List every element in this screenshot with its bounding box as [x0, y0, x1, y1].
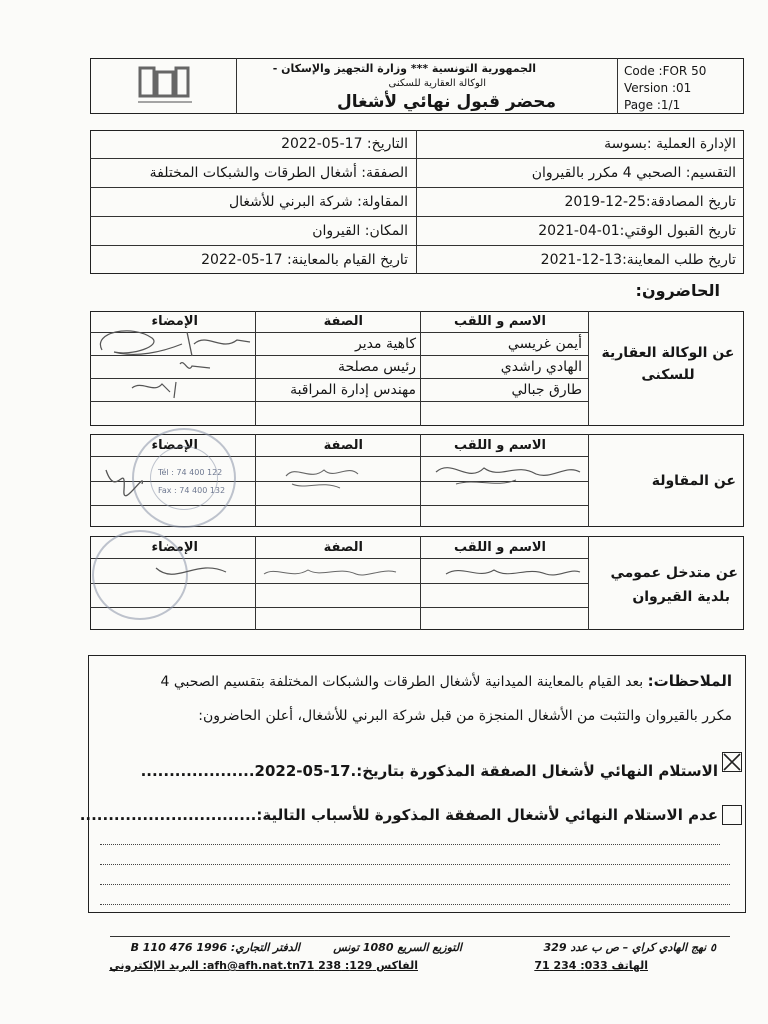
- doc-page: Page :1/1: [624, 98, 681, 112]
- accept-checkbox[interactable]: [722, 752, 742, 772]
- page-title: محضر قبول نهائي لأشغال: [336, 92, 556, 112]
- remarks-body-1: بعد القيام بالمعاينة الميدانية لأشغال الطرقات والشبكات المختلفة بتقسيم الصحبي 4: [160, 674, 644, 690]
- header-divider-1: [236, 58, 237, 114]
- info-provisional-acceptance-date: تاريخ القبول الوقتي:01-04-2021: [538, 223, 736, 239]
- contractor-stamp-fax: Fax : 74 400 132: [158, 486, 226, 495]
- doc-version: Version :01: [624, 81, 692, 95]
- agency-label-divider: [588, 311, 589, 426]
- agency-role-1: كاهية مدير: [355, 336, 416, 352]
- info-date: التاريخ: 17-05-2022: [281, 136, 408, 152]
- attendees-label: الحاضرون:: [635, 281, 720, 300]
- remarks-text-2: مكرر بالقيروان والتثبت من الأشغال المنجزة من قبل شركة البرني للأشغال، أعلن الحاضرون:: [198, 708, 732, 724]
- info-inspection-request-date: تاريخ طلب المعاينة:13-12-2021: [540, 252, 736, 268]
- agency-name-3: طارق جبالي: [511, 382, 582, 398]
- info-operational-department: الإدارة العملية :بسوسة: [604, 136, 736, 152]
- footer-distribution: التوزيع السريع 1080 تونس: [333, 941, 462, 954]
- contractor-signature-header: الإمضاء: [151, 438, 198, 453]
- footer-phone: الهاتف 033: 234 71: [534, 959, 648, 972]
- agency-name-1: أيمن غريسي: [507, 336, 582, 352]
- contractor-role-header: الصفة: [323, 438, 363, 453]
- agency-signatures: [92, 322, 254, 406]
- afh-logo-icon: [130, 64, 200, 108]
- agency-name-2: الهادي راشدي: [500, 359, 582, 375]
- footer-email[interactable]: afh@afh.nat.tn: البريد الإلكتروني: [109, 959, 300, 972]
- remarks-box: [88, 655, 746, 913]
- footer-commercial-register: الدفتر التجاري: 1996 B 110 476: [130, 941, 300, 954]
- refuse-checkbox[interactable]: [722, 805, 742, 825]
- info-divider: [416, 130, 417, 274]
- reason-line-1[interactable]: [100, 844, 720, 845]
- info-inspection-date: تاريخ القيام بالمعاينة: 17-05-2022: [201, 252, 408, 268]
- header-divider-2: [617, 58, 618, 114]
- agency-role-3: مهندس إدارة المراقبة: [290, 382, 416, 398]
- contractor-signatures: [96, 450, 586, 510]
- refuse-option-label: عدم الاستلام النهائي لأشغال الصفقة المذكورة للأسباب التالية:...............................: [79, 806, 718, 824]
- contractor-label-divider: [588, 434, 589, 527]
- footer-rule: [110, 936, 730, 937]
- reason-line-4[interactable]: [100, 904, 730, 905]
- municipality-signature-header: الإمضاء: [151, 540, 198, 555]
- header-line-2: الوكالة العقارية للسكنى: [388, 78, 486, 89]
- municipality-label-2: بلدية القيروان: [632, 589, 730, 605]
- contractor-name-header: الاسم و اللقب: [453, 438, 546, 453]
- accept-check-mark-icon: [723, 753, 741, 771]
- header-line-1: الجمهورية التونسية *** وزارة التجهيز والإسكان -: [272, 62, 536, 75]
- remarks-text-1: [160, 672, 732, 690]
- accept-option-label: الاستلام النهائي لأشغال الصفقة المذكورة بتاريخ:.17-05-2022....................: [140, 762, 718, 780]
- info-approval-date: تاريخ المصادقة:25-12-2019: [564, 194, 736, 210]
- info-subdivision: التقسيم: الصحبي 4 مكرر بالقيروان: [531, 165, 736, 181]
- info-row-line-3: [90, 216, 744, 217]
- contractor-section-label: عن المقاولة: [651, 473, 736, 489]
- agency-col-divider-1: [420, 311, 421, 426]
- footer-fax: الفاكس 129: 238 71: [298, 959, 418, 972]
- reason-line-3[interactable]: [100, 884, 730, 885]
- municipality-label-1: عن متدخل عمومي: [610, 565, 738, 581]
- agency-name-header: الاسم و اللقب: [453, 314, 546, 329]
- remarks-label: الملاحظات:: [647, 672, 732, 690]
- info-contractor: المقاولة: شركة البرني للأشغال: [228, 194, 408, 210]
- agency-role-header: الصفة: [323, 314, 363, 329]
- municipality-role-header: الصفة: [323, 540, 363, 555]
- afh-logo: [130, 64, 200, 108]
- municipality-label-divider: [588, 536, 589, 630]
- info-contract: الصفقة: أشغال الطرقات والشبكات المختلفة: [149, 165, 408, 181]
- agency-signature-header: الإمضاء: [151, 314, 198, 329]
- info-row-line-2: [90, 187, 744, 188]
- agency-col-divider-2: [255, 311, 256, 426]
- info-row-line-4: [90, 245, 744, 246]
- footer-address: ٥ نهج الهادي كراي – ص ب عدد 329: [543, 941, 716, 954]
- contractor-stamp-tel: Tél : 74 400 122: [158, 468, 223, 477]
- agency-role-2: رئيس مصلحة: [338, 359, 416, 375]
- municipality-signatures: [96, 556, 586, 590]
- doc-code: Code :FOR 50: [624, 64, 707, 78]
- municipality-name-header: الاسم و اللقب: [453, 540, 546, 555]
- reason-line-2[interactable]: [100, 864, 730, 865]
- info-location: المكان: القيروان: [312, 223, 408, 239]
- agency-section-label: عن الوكالة العقارية للسكنى: [601, 345, 735, 383]
- info-row-line-1: [90, 158, 744, 159]
